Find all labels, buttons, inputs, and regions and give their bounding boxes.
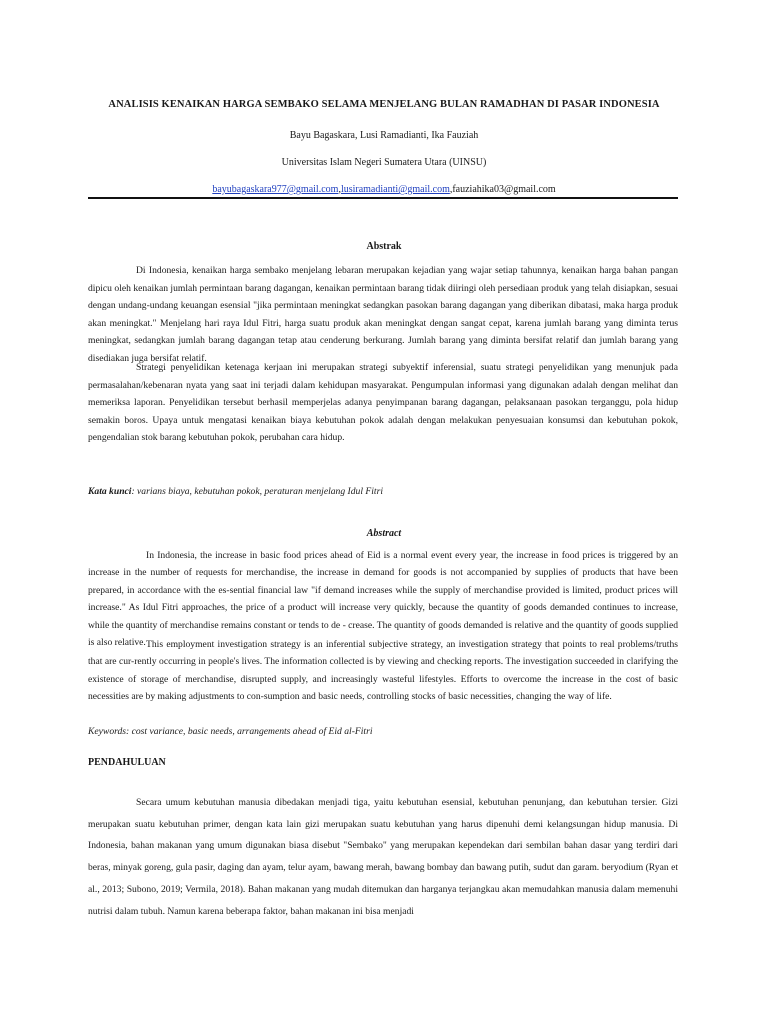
kata-kunci: [88, 486, 678, 497]
kata-kunci-text: : varians biaya, kebutuhan pokok, peraturan menjelang Idul Fitri: [131, 486, 383, 497]
email-link-2[interactable]: lusiramadianti@gmail.com: [340, 184, 450, 195]
paper-authors: Bayu Bagaskara, Lusi Ramadianti, Ika Fauziah: [289, 130, 479, 141]
paper-affiliation: Universitas Islam Negeri Sumatera Utara (UINSU): [281, 157, 487, 168]
email-separator: ,: [449, 184, 453, 195]
abstrak-heading: Abstrak: [366, 241, 402, 252]
abstract-paragraph-1: In Indonesia, the increase in basic food prices ahead of Eid is a normal event every year, the increase in food prices is triggered by an increase in the number of requests for merchandise, the increase in demand for goods is not accompanied by supplies of products that have been prepared, in accordance with the es-sential financial law "if demand increases while the supply of merchandise provided is limited, product prices will increase." As Idul Fitri approaches, the price of a product will increase very quickly, because the quantity of goods demanded continues to increase, while the quantity of merchandise remains constant or tends to de - crease. The quantity of goods demanded is relative and the quantity of goods supplied is also relative.: [88, 550, 678, 649]
abstrak-paragraph-2: Strategi penyelidikan ketenaga kerjaan ini merupakan strategi subyektif inferensial, suatu strategi penyelidikan yang menunjuk pada permasalahan/kebenaran nyata yang saat ini terjadi dalam kehidupan masyarakat. Pengumpulan informasi yang digunakan adalah dengan melihat dan memeriksa laporan. Penyelidikan tersebut berhasil memperjelas adanya penyimpanan barang dagangan, pelaksanaan pasokan terganggu, pola hidup semakin boros. Upaya untuk mengatasi kenaikan biaya kebutuhan pokok adalah dengan melakukan penyesuaian konsumsi dan kebutuhan pokok, pengendalian stok barang kebutuhan pokok, perubahan cara hidup.: [88, 362, 678, 444]
paper-title: ANALISIS KENAIKAN HARGA SEMBAKO SELAMA MENJELANG BULAN RAMADHAN DI PASAR INDONESIA: [108, 99, 660, 110]
email-separator: ,: [338, 184, 341, 195]
section-heading-pendahuluan: PENDAHULUAN: [88, 757, 166, 768]
keywords: Keywords: cost variance, basic needs, arrangements ahead of Eid al-Fitri: [88, 726, 373, 737]
pendahuluan-paragraph-1: Secara umum kebutuhan manusia dibedakan menjadi tiga, yaitu kebutuhan esensial, kebutuhan penunjang, dan kebutuhan tersier. Gizi merupakan suatu kebutuhan primer, dengan kata lain gizi merupakan suatu kebutuhan yang harus dipenuhi demi kelangsungan hidup manusia. Di Indonesia, bahan makanan yang umum digunakan biasa disebut "Sembako" yang merupakan kependekan dari sembilan bahan dasar yang terdiri dari beras, minyak goreng, gula pasir, daging dan ayam, telur ayam, bawang merah, bawang bombay dan bawang putih, sudut dan garam. beryodium (Ryan et al., 2013; Subono, 2019; Vermila, 2018). Bahan makanan yang mudah ditemukan dan harganya terjangkau akan memudahkan manusia dalam memenuhi nutrisi dalam tubuh. Namun karena beberapa faktor, bahan makanan ini bisa menjadi: [88, 797, 678, 917]
kata-kunci-label: Kata kunci: [88, 486, 132, 497]
abstrak-paragraph-1: Di Indonesia, kenaikan harga sembako menjelang lebaran merupakan kejadian yang wajar setiap tahunnya, kenaikan harga bahan pangan dipicu oleh kenaikan jumlah permintaan barang dagangan, kenaikan permintaan barang tidak diiringi oleh persediaan produk yang telah disiapkan, sesuai dengan undang-undang keuangan esensial "jika permintaan meningkat sedangkan pasokan barang dagangan yang diberikan dibatasi, maka harga produk akan meningkat." Menjelang hari raya Idul Fitri, harga suatu produk akan meningkat dengan sangat cepat, karena jumlah barang yang diminta terus meningkat, sedangkan jumlah barang dagangan tetap atau cenderung berkurang. Jumlah barang yang diminta bersifat relatif dan jumlah barang yang disediakan juga bersifat relatif.: [88, 265, 678, 364]
email-3: fauziahika03@gmail.com: [452, 184, 556, 195]
email-link-1[interactable]: bayubagaskara977@gmail.com: [212, 184, 339, 195]
abstract-heading: Abstract: [366, 528, 402, 539]
header-divider: [88, 197, 678, 199]
abstract-paragraph-2: This employment investigation strategy is an inferential subjective strategy, an investigation strategy that points to real problems/truths that are cur-rently occurring in people's lives. The information collected is by viewing and checking reports. The investigation succeeded in clarifying the existence of storage of merchandise, disrupted supply, and increasingly wasteful lifestyles. Efforts to overcome the increase in the cost of basic necessities are by making adjustments to con-sumption and basic needs, controlling stocks of basic necessities, changing the way of life.: [88, 639, 678, 703]
paper-emails: [0, 184, 768, 195]
